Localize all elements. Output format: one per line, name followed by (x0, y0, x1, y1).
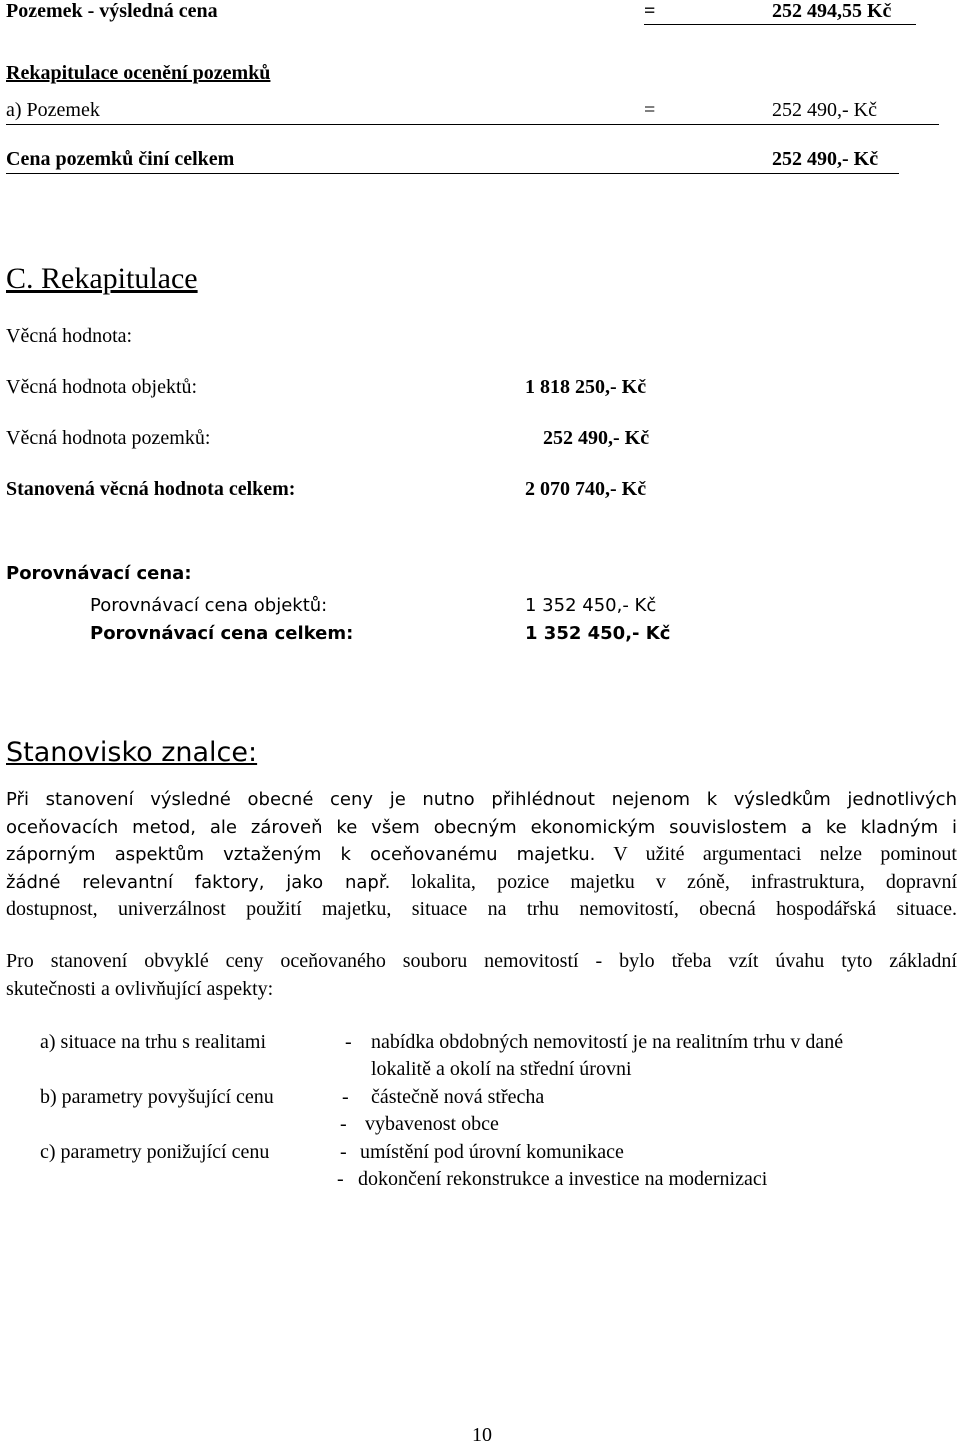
paragraph-line (6, 869, 957, 897)
page-number: 10 (472, 1424, 492, 1446)
paragraph-line-sans: záporným aspektům vztaženým k oceňovanému majetku. (6, 844, 596, 865)
stanovisko-heading: Stanovisko znalce: (6, 737, 258, 768)
paragraph-line: Při stanovení výsledné obecné ceny je nutno přihlédnout nejenom k výsledkům jednotlivých (6, 789, 957, 810)
paragraph-line-serif: V užité argumentaci nelze pominout (613, 843, 957, 865)
a-pozemek-value: 252 490,- Kč (772, 99, 877, 121)
aspect-b-label: b) parametry povyšující cenu (40, 1086, 274, 1108)
section-c-heading: C. Rekapitulace (6, 262, 198, 295)
porovnavaci-cena-objektu-label: Porovnávací cena objektů: (90, 595, 328, 616)
aspect-c-label: c) parametry ponižující cenu (40, 1141, 270, 1163)
aspect-c-dash: - (340, 1141, 347, 1163)
aspect-a-label: a) situace na trhu s realitami (40, 1031, 267, 1053)
cena-celkem-label: Cena pozemků činí celkem (6, 148, 235, 170)
pozemek-vysledna-value: 252 494,55 Kč (772, 0, 892, 22)
aspect-b-text-1: částečně nová střecha (371, 1086, 545, 1108)
vecna-hodnota-objektu-value: 1 818 250,- Kč (525, 376, 647, 398)
paragraph-line (6, 841, 957, 869)
stanovena-vecna-hodnota-label: Stanovená věcná hodnota celkem: (6, 478, 296, 500)
porovnavaci-cena-objektu-value: 1 352 450,- Kč (525, 595, 657, 616)
cena-celkem-rule (6, 173, 899, 174)
porovnavaci-cena-celkem-value: 1 352 450,- Kč (525, 623, 671, 644)
pozemek-vysledna-eq: = (644, 0, 656, 22)
a-pozemek-eq: = (644, 99, 656, 121)
aspect-a-text-1: nabídka obdobných nemovitostí je na realitním trhu v dané (371, 1031, 844, 1053)
porovnavaci-cena-label: Porovnávací cena: (6, 563, 192, 584)
paragraph-line: oceňovacích metod, ale zároveň ke všem obecným ekonomickým souvislostem a ke kladným i (6, 816, 957, 838)
paragraph-line: skutečnosti a ovlivňující aspekty: (6, 977, 274, 1000)
paragraph-line: dostupnost, univerzálnost použití majetku, situace na trhu nemovitostí, obecná hospodářská situace. (6, 898, 957, 920)
a-pozemek-label: a) Pozemek (6, 99, 100, 121)
stanovisko-paragraph-2 (6, 948, 957, 1003)
aspect-b2-text-1: vybavenost obce (365, 1113, 499, 1135)
vecna-hodnota-label: Věcná hodnota: (6, 325, 133, 347)
aspect-a-text-2: lokalitě a okolí na střední úrovni (371, 1058, 632, 1080)
aspect-a-dash: - (345, 1031, 352, 1053)
vecna-hodnota-pozemku-value: 252 490,- Kč (543, 427, 650, 449)
pozemek-vysledna-underline (644, 24, 916, 25)
aspect-c2-text-1: dokončení rekonstrukce a investice na modernizaci (358, 1168, 768, 1190)
cena-celkem-value: 252 490,- Kč (772, 148, 879, 170)
porovnavaci-cena-celkem-label: Porovnávací cena celkem: (90, 623, 354, 644)
stanovena-vecna-hodnota-value: 2 070 740,- Kč (525, 478, 647, 500)
paragraph-line-serif: lokalita, pozice majetku v zóně, infrastruktura, dopravní (410, 870, 958, 893)
aspect-c-text-1: umístění pod úrovní komunikace (360, 1141, 624, 1163)
stanovisko-paragraph-1 (6, 786, 957, 924)
a-pozemek-rule (6, 124, 939, 125)
aspect-c2-dash: - (337, 1168, 344, 1190)
vecna-hodnota-objektu-label: Věcná hodnota objektů: (6, 376, 198, 398)
aspect-b-dash: - (342, 1086, 349, 1108)
vecna-hodnota-pozemku-label: Věcná hodnota pozemků: (6, 427, 211, 449)
pozemek-vysledna-label: Pozemek - výsledná cena (6, 0, 218, 22)
rekap-oceneni-title: Rekapitulace ocenění pozemků (6, 62, 271, 84)
paragraph-line: Pro stanovení obvyklé ceny oceňovaného souboru nemovitostí - bylo třeba vzít úvahu tyto základní (6, 950, 957, 972)
aspect-b2-dash: - (340, 1113, 347, 1135)
paragraph-line-sans: žádné relevantní faktory, jako např. (6, 871, 391, 893)
